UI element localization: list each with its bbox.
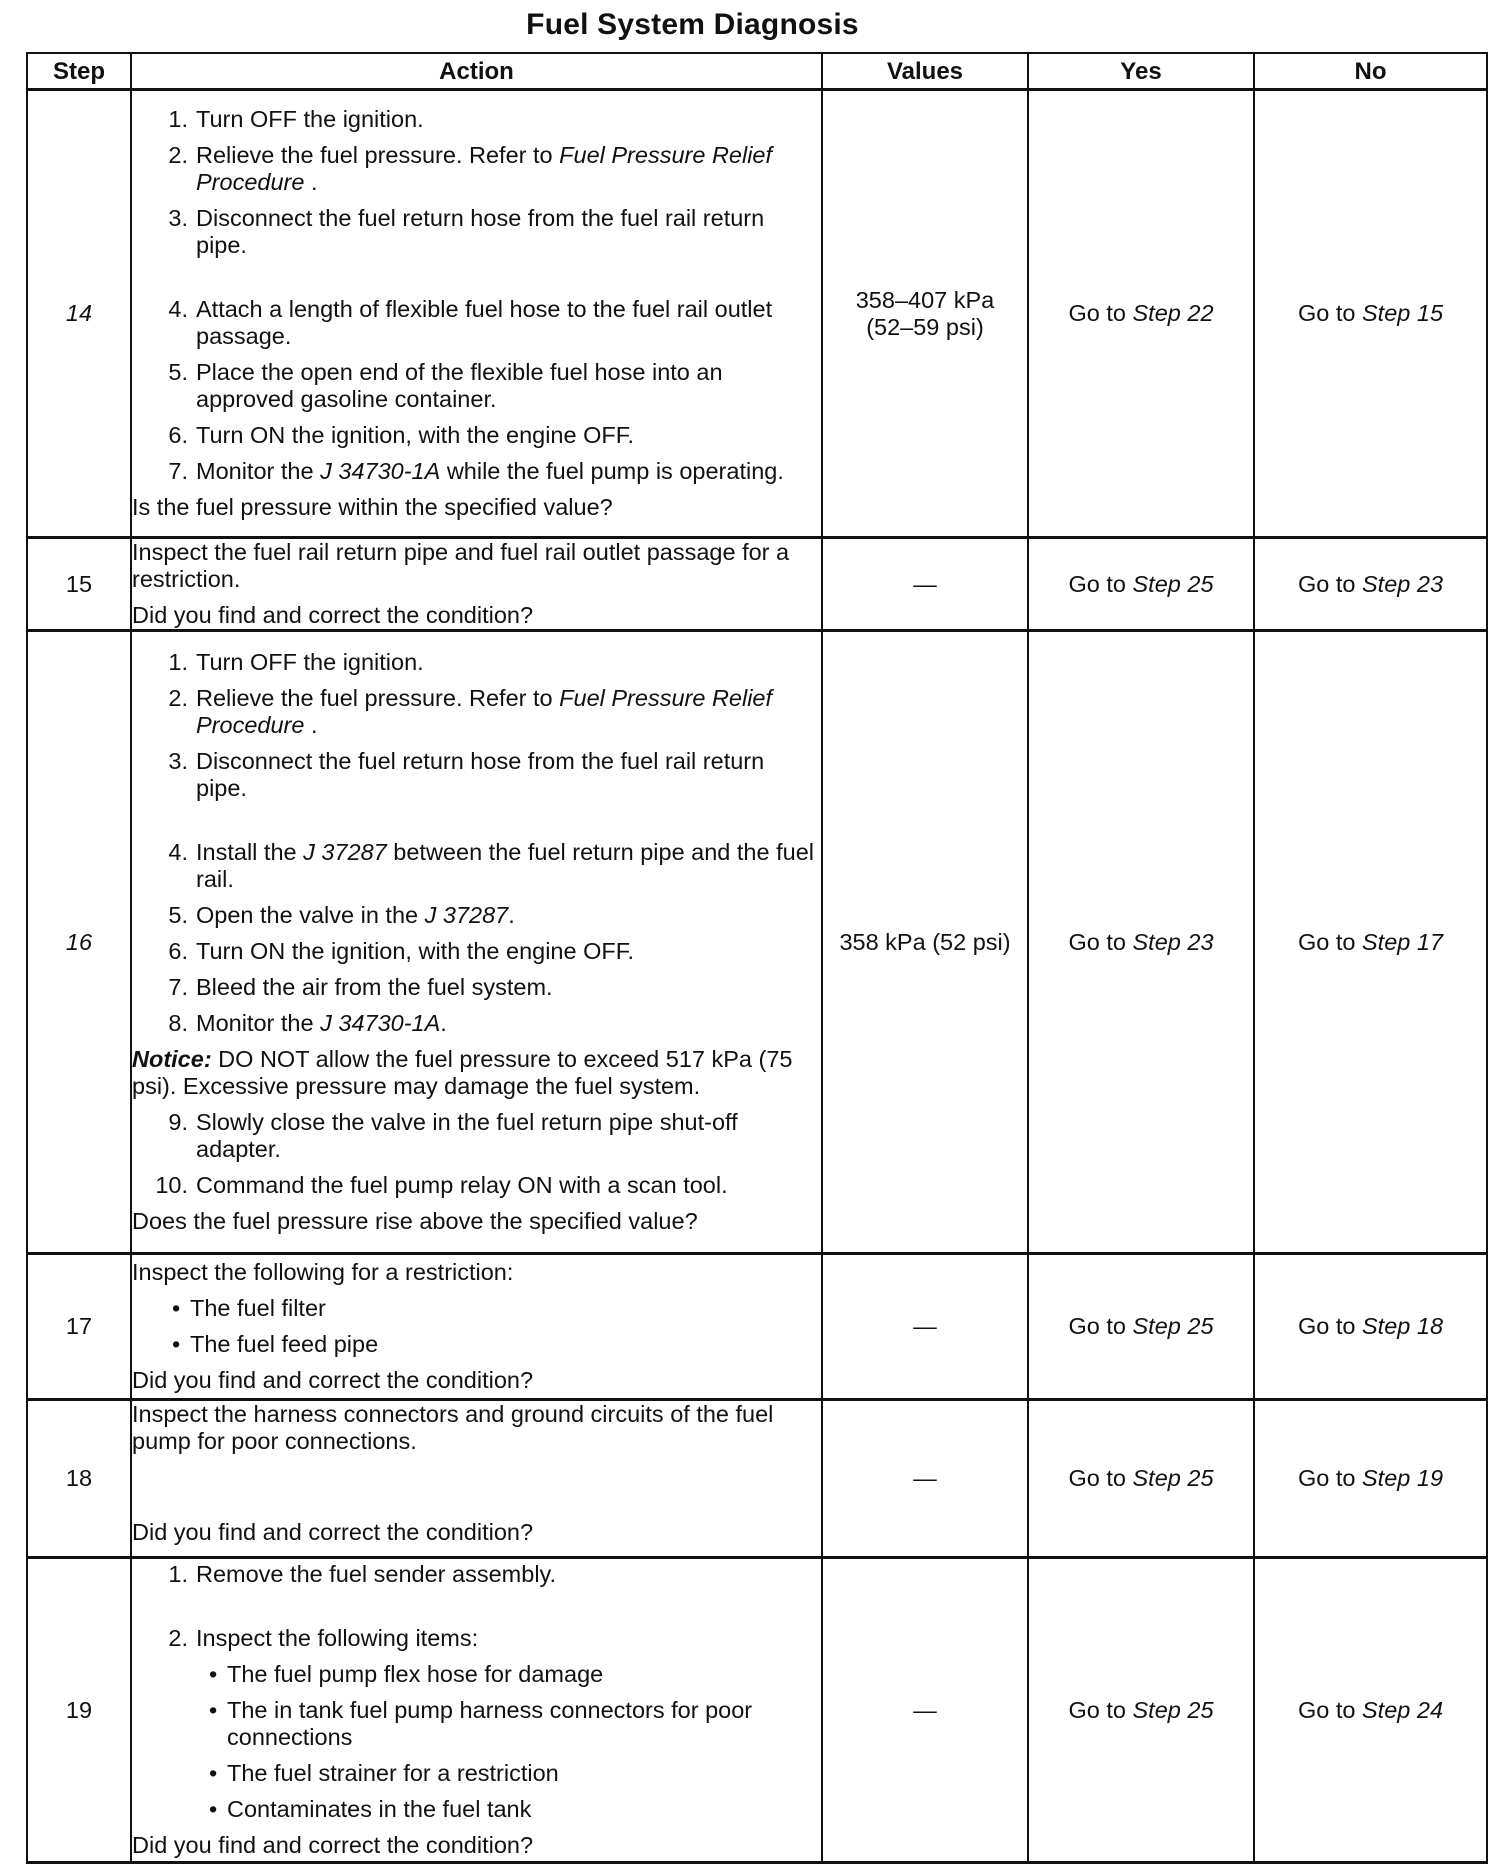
header-step: Step	[27, 53, 131, 90]
no-cell: Go to Step 19	[1254, 1400, 1487, 1558]
list-item: 4. Install the J 37287 between the fuel return pipe and the fuel rail.	[168, 839, 814, 892]
table-row-step-17	[27, 1254, 1487, 1400]
list-item: 7. Monitor the J 34730-1A while the fuel pump is operating.	[168, 458, 784, 484]
no-cell: Go to Step 18	[1254, 1254, 1487, 1400]
no-cell: Go to Step 15	[1254, 90, 1487, 538]
step-number: 19	[27, 1558, 131, 1863]
action-cell	[131, 1558, 822, 1863]
tool-reference: J 34730-1A	[320, 458, 441, 484]
list-item: 2. Relieve the fuel pressure. Refer to Fuel Pressure Relief Procedure .	[168, 685, 773, 738]
list-item: 1. Turn OFF the ignition.	[168, 649, 424, 675]
step-link[interactable]: Step 19	[1362, 1465, 1444, 1491]
header-no: No	[1254, 53, 1487, 90]
action-cell: Inspect the harness connectors and ground circuits of the fuel pump for poor connections. Did you find and correct the condition?	[131, 1400, 822, 1558]
no-cell: Go to Step 23	[1254, 538, 1487, 631]
values-cell: 358–407 kPa (52–59 psi)	[822, 90, 1028, 538]
bullet-item: • The fuel filter	[172, 1295, 326, 1321]
list-item: 5. Open the valve in the J 37287.	[168, 902, 515, 928]
step-link[interactable]: Step 25	[1132, 1465, 1214, 1491]
step-number: 16	[27, 631, 131, 1254]
reference-link: Fuel Pressure Relief Procedure	[196, 685, 773, 738]
table-row-step-15	[27, 538, 1487, 631]
step-link[interactable]: Step 15	[1362, 300, 1444, 326]
values-cell: —	[822, 1254, 1028, 1400]
no-cell: Go to Step 17	[1254, 631, 1487, 1254]
header-action: Action	[131, 53, 822, 90]
question: Did you find and correct the condition?	[132, 1832, 534, 1858]
step-link[interactable]: Step 23	[1362, 570, 1444, 597]
list-item: 3. Disconnect the fuel return hose from the fuel rail return pipe.	[168, 748, 765, 801]
list-item: 7. Bleed the air from the fuel system.	[168, 974, 553, 1000]
list-item: 4. Attach a length of flexible fuel hose to the fuel rail outlet passage.	[168, 296, 773, 349]
list-item: 10. Command the fuel pump relay ON with a scan tool.	[155, 1172, 728, 1198]
values-cell: —	[822, 1400, 1028, 1558]
step-number: 18	[27, 1400, 131, 1558]
list-item: 9. Slowly close the valve in the fuel return pipe shut-off adapter.	[168, 1109, 738, 1162]
header-yes: Yes	[1028, 53, 1254, 90]
list-item: 5. Place the open end of the flexible fuel hose into an approved gasoline container.	[168, 359, 723, 412]
header-row	[27, 53, 1487, 90]
question: Is the fuel pressure within the specified value?	[132, 494, 613, 520]
action-cell	[131, 631, 822, 1254]
question: Does the fuel pressure rise above the specified value?	[132, 1208, 698, 1234]
step-link[interactable]: Step 17	[1362, 928, 1444, 955]
table-row-step-16	[27, 631, 1487, 1254]
no-cell: Go to Step 24	[1254, 1558, 1487, 1863]
step-link[interactable]: Step 23	[1132, 928, 1214, 955]
table-row-step-18	[27, 1400, 1487, 1558]
bullet-item: • The fuel pump flex hose for damage	[209, 1661, 604, 1687]
action-cell: Inspect the fuel rail return pipe and fuel rail outlet passage for a restriction. Did you find and correct the condition?	[131, 538, 822, 631]
yes-cell: Go to Step 23	[1028, 631, 1254, 1254]
step-link[interactable]: Step 25	[1132, 1696, 1214, 1723]
list-item: 8. Monitor the J 34730-1A.	[168, 1010, 447, 1036]
tool-reference: J 37287	[424, 902, 509, 928]
yes-cell: Go to Step 25	[1028, 1400, 1254, 1558]
values-cell: 358 kPa (52 psi)	[822, 631, 1028, 1254]
list-item: 2. Inspect the following items:	[168, 1625, 479, 1651]
step-number: 15	[27, 538, 131, 631]
notice: Notice: DO NOT allow the fuel pressure to exceed 517 kPa (75 psi). Excessive pressure may damage the fuel system.	[132, 1046, 793, 1099]
bullet-item: • The fuel strainer for a restriction	[209, 1760, 559, 1786]
list-item: 2. Relieve the fuel pressure. Refer to Fuel Pressure Relief Procedure .	[168, 142, 773, 195]
question: Did you find and correct the condition?	[132, 1367, 534, 1393]
reference-link: Fuel Pressure Relief Procedure	[196, 142, 773, 195]
tool-reference: J 34730-1A	[320, 1010, 441, 1036]
bullet-item: • Contaminates in the fuel tank	[209, 1796, 532, 1822]
step-link[interactable]: Step 25	[1132, 1313, 1214, 1339]
step-link[interactable]: Step 24	[1362, 1696, 1444, 1723]
header-values: Values	[822, 53, 1028, 90]
step-link[interactable]: Step 22	[1132, 300, 1214, 326]
page-title: Fuel System Diagnosis	[526, 8, 859, 41]
values-cell: —	[822, 538, 1028, 631]
list-item: 6. Turn ON the ignition, with the engine OFF.	[168, 938, 635, 964]
list-item: 1. Turn OFF the ignition.	[168, 106, 424, 132]
action-cell: Inspect the following for a restriction: • The fuel filter • The fuel feed pipe Did you find and correct the condition?	[131, 1254, 822, 1400]
table-row-step-14	[27, 90, 1487, 538]
list-item: 6. Turn ON the ignition, with the engine OFF.	[168, 422, 635, 448]
yes-cell: Go to Step 25	[1028, 1558, 1254, 1863]
question: Did you find and correct the condition?	[132, 1519, 534, 1545]
step-number: 14	[27, 90, 131, 538]
action-cell	[131, 90, 822, 538]
yes-cell: Go to Step 22	[1028, 90, 1254, 538]
values-cell: —	[822, 1558, 1028, 1863]
table-row-step-19	[27, 1558, 1487, 1863]
yes-cell: Go to Step 25	[1028, 538, 1254, 631]
diagnosis-table	[26, 52, 1488, 1864]
yes-cell: Go to Step 25	[1028, 1254, 1254, 1400]
tool-reference: J 37287	[303, 839, 387, 865]
step-link[interactable]: Step 25	[1132, 570, 1214, 597]
bullet-item: • The fuel feed pipe	[172, 1331, 379, 1357]
step-link[interactable]: Step 18	[1362, 1313, 1444, 1339]
bullet-item: • The in tank fuel pump harness connectors for poor connections	[209, 1697, 753, 1750]
step-number: 17	[27, 1254, 131, 1400]
list-item: 1. Remove the fuel sender assembly.	[168, 1561, 557, 1587]
list-item: 3. Disconnect the fuel return hose from the fuel rail return pipe.	[168, 205, 765, 258]
question: Did you find and correct the condition?	[132, 602, 534, 628]
